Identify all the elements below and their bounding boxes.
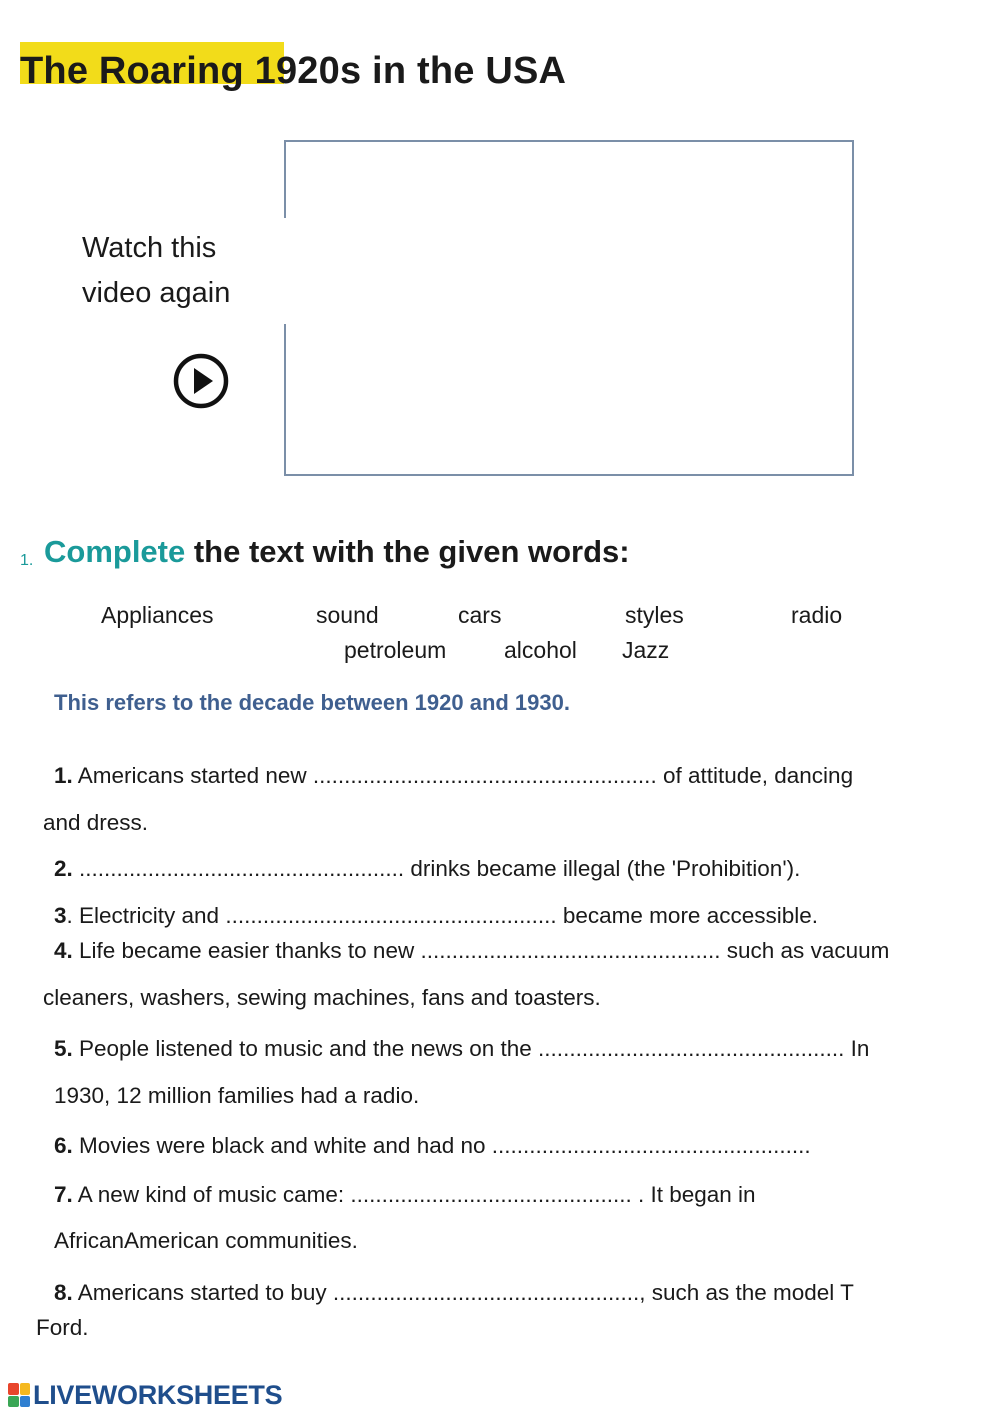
question-2 [54,856,800,882]
word-bank-item: radio [791,602,843,628]
word-bank-item: Jazz [622,637,670,663]
play-circle-icon[interactable] [172,352,230,410]
question-number: 4. [54,938,73,963]
question-1 [54,763,853,789]
question-5-continuation: 1930, 12 million families had a radio. [54,1083,420,1108]
question-text: Americans started new ....................................................... of attitude, dancing [72,763,854,788]
question-8-continuation: Ford. [36,1315,89,1340]
question-text: A new kind of music came: ............................................. . It began in [72,1182,756,1207]
question-4 [54,938,889,964]
question-4-continuation: cleaners, washers, sewing machines, fans and toasters. [43,985,601,1010]
exercise-heading [44,534,630,570]
question-number: 7. [54,1182,73,1207]
question-7-continuation: AfricanAmerican communities. [54,1228,358,1253]
word-bank-item: sound [316,602,379,628]
exercise-heading-rest: the text with the given words: [185,534,630,569]
logo-mark-icon [8,1383,30,1407]
word-bank-item: petroleum [344,637,447,663]
question-number: 6. [54,1133,73,1158]
question-number: 1. [54,763,73,788]
watch-video-text [82,226,230,316]
question-6 [54,1133,811,1159]
exercise-heading-accent: Complete [44,534,186,569]
page-title: The Roaring 1920s in the USA [20,50,567,92]
watch-line-2: video again [82,277,231,309]
question-text: Americans started to buy ................................................., such as the model T [72,1280,854,1305]
question-number: 2. [54,856,73,881]
question-8 [54,1280,854,1306]
watch-line-1: Watch this [82,232,217,264]
video-frame-gap [280,218,288,324]
question-1-continuation: and dress. [43,810,149,835]
word-bank-item: styles [625,602,684,628]
word-bank-item: alcohol [504,637,577,663]
word-bank-item: cars [458,602,502,628]
question-number: 8. [54,1280,73,1305]
question-3 [54,903,818,929]
exercise-number: 1. [20,552,34,569]
video-frame[interactable] [284,140,854,476]
question-text: Movies were black and white and had no ................................................... [72,1133,811,1158]
liveworksheets-logo[interactable] [8,1380,282,1410]
word-bank-item: Appliances [101,602,214,628]
question-7 [54,1182,756,1208]
question-text: Life became easier thanks to new ................................................ such as vacuum [72,938,890,963]
question-text: . Electricity and ..................................................... became more accessible. [66,903,819,928]
question-text: .................................................... drinks became illegal (the 'Prohibition'). [72,856,801,881]
logo-text: LIVEWORKSHEETS [33,1379,283,1410]
question-number: 5. [54,1036,73,1061]
question-number: 3 [54,903,67,928]
intro-text: This refers to the decade between 1920 and 1930. [54,690,570,715]
question-5 [54,1036,869,1062]
question-text: People listened to music and the news on the ................................................. In [72,1036,870,1061]
